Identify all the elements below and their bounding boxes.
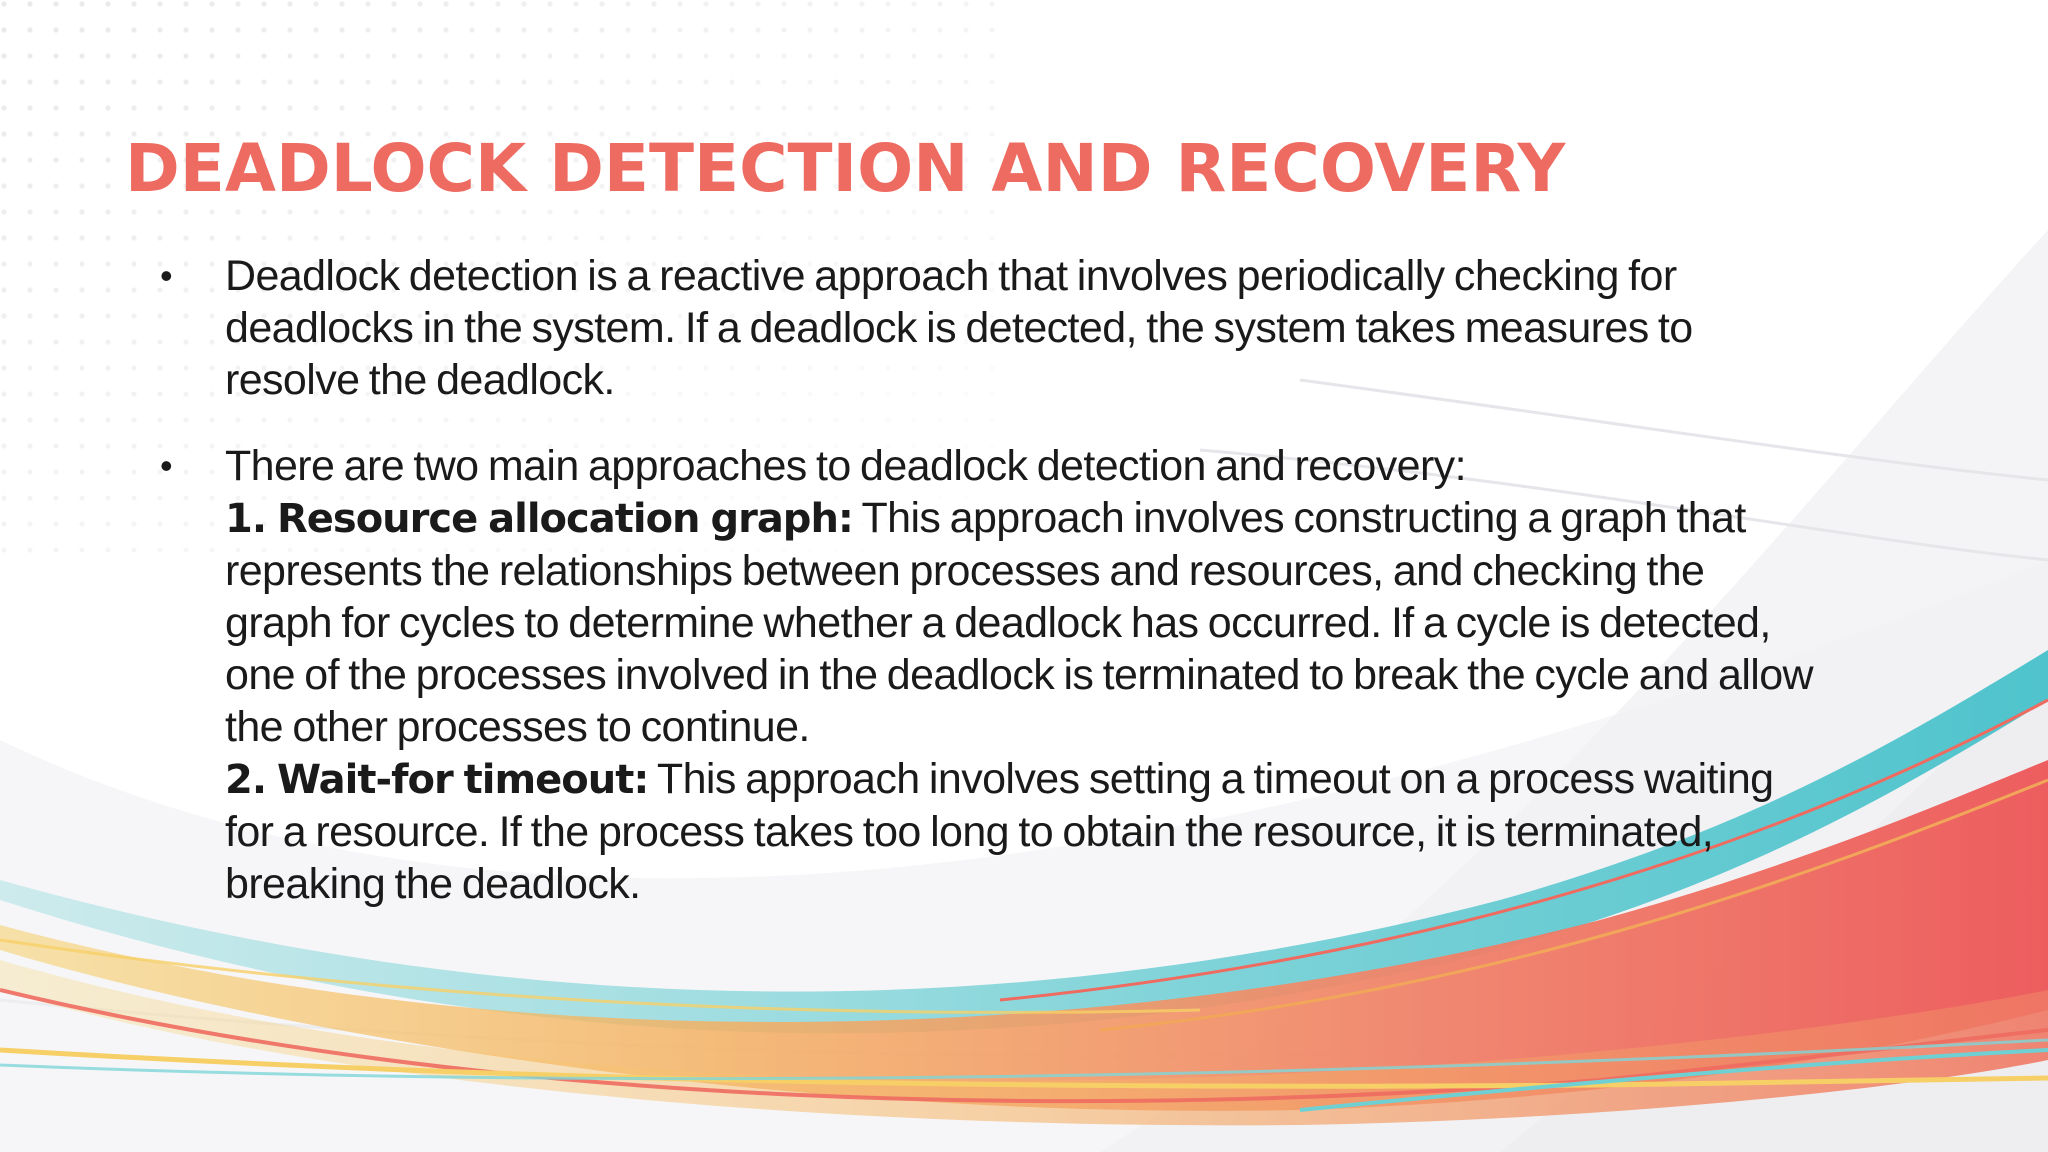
approach-text: This approach involves setting a timeout on a process waiting for a resource. If the process takes too long to obtain the resource, it is terminated, breaking the deadlock. xyxy=(225,755,1774,908)
bullet-text: Deadlock detection is a reactive approach that involves periodically checking for deadlocks in the system. If a deadlock is detected, the system takes measures to resolve the deadlock. xyxy=(225,252,1693,404)
slide-title: DEADLOCK DETECTION AND RECOVERY xyxy=(125,130,1566,207)
approach-text: This approach involves constructing a graph that represents the relationships between processes and resources, and checking the graph for cycles to determine whether a deadlock has occurred. If a cycle is detected, one of the processes involved in the deadlock is terminated to break the cycle and allow the other processes to continue. xyxy=(225,494,1814,751)
bullet-intro: There are two main approaches to deadlock detection and recovery: xyxy=(225,442,1466,490)
approach-resource-allocation-graph xyxy=(225,492,1820,753)
bullet-item-approaches xyxy=(160,440,1820,910)
approach-wait-for-timeout xyxy=(225,753,1820,910)
bullet-list xyxy=(160,250,1820,910)
approach-label: 2. Wait-for timeout: xyxy=(225,757,649,803)
bullet-dot-icon: • xyxy=(160,255,173,296)
bullet-dot-icon: • xyxy=(160,445,173,486)
approach-label: 1. Resource allocation graph: xyxy=(225,496,853,542)
bullet-item-detection xyxy=(160,250,1820,406)
